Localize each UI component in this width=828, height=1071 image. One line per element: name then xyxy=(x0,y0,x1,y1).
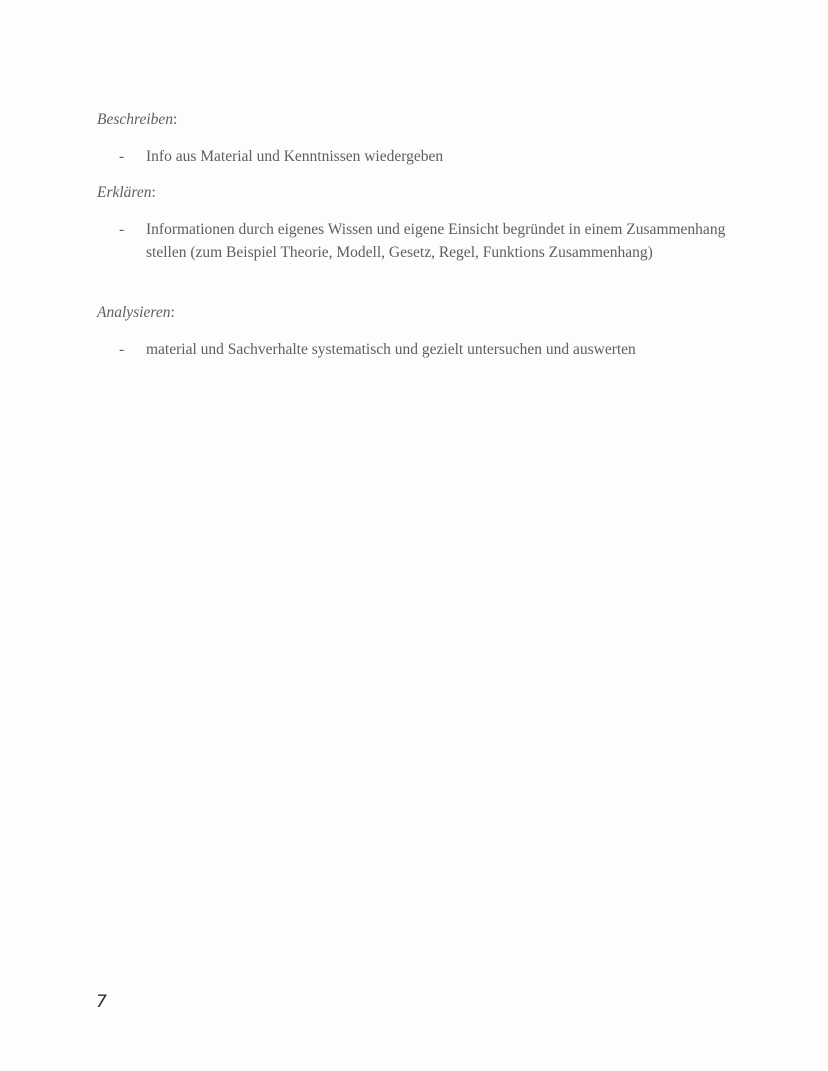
bullet-dash: - xyxy=(119,221,125,238)
term-heading-erklaeren xyxy=(97,181,156,204)
bullet-dash: - xyxy=(119,148,125,165)
term-label: Erklären xyxy=(97,184,152,201)
term-label: Beschreiben xyxy=(97,111,174,128)
term-colon: : xyxy=(170,304,175,321)
term-colon: : xyxy=(173,111,178,128)
list-item-text: material und Sachverhalte systematisch und gezielt untersuchen und auswerten xyxy=(146,341,636,358)
term-heading-analysieren xyxy=(97,301,175,324)
term-heading-beschreiben xyxy=(97,108,177,131)
bullet-dash: - xyxy=(119,341,125,358)
list-item-text: Informationen durch eigenes Wissen und eigene Einsicht begründet in einem Zusammenhang stellen (zum Beispiel Theorie, Modell, Gesetz, Regel, Funktions Zusammenhang) xyxy=(146,221,726,261)
page-number: 7 xyxy=(96,992,107,1012)
list-item-text: Info aus Material und Kenntnissen wiedergeben xyxy=(146,148,444,165)
term-label: Analysieren xyxy=(97,304,171,321)
term-colon: : xyxy=(151,184,156,201)
